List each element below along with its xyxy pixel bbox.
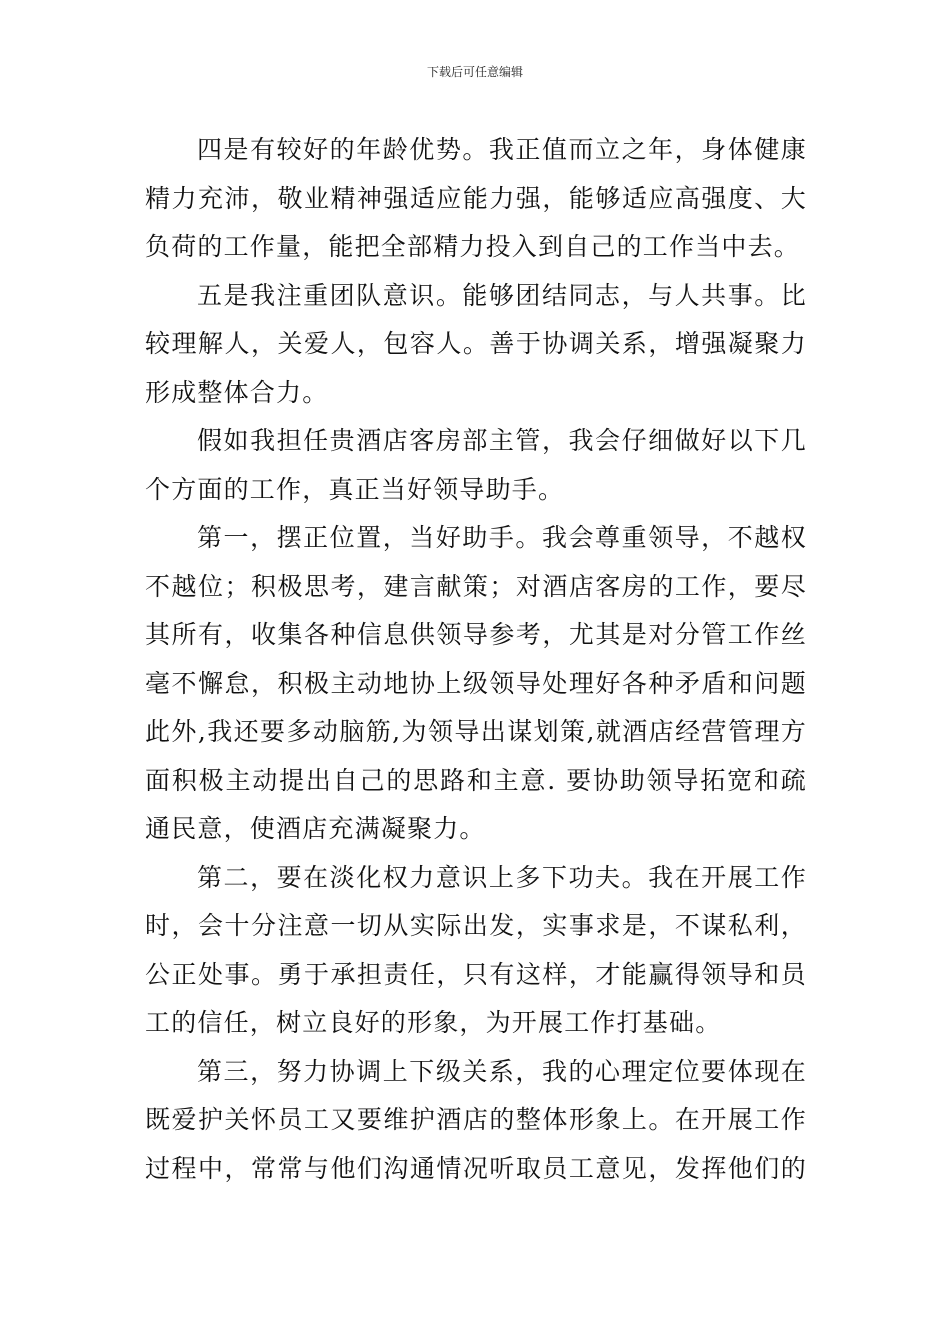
paragraph	[145, 417, 807, 514]
text-line: 假如我担任贵酒店客房部主管，我会仔细做好以下几	[197, 426, 807, 455]
text-line: 精力充沛，敬业精神强适应能力强，能够适应高强度、大	[145, 183, 807, 213]
text-line: 较理解人，关爱人，包容人。善于协调关系，增强凝聚力	[145, 329, 807, 358]
text-line: 第二，要在淡化权力意识上多下功夫。我在开展工作	[197, 862, 807, 892]
text-line: 工的信任，树立良好的形象，为开展工作打基础。	[145, 1008, 722, 1037]
document-body	[145, 126, 807, 1193]
paragraph	[145, 272, 807, 418]
text-line: 其所有，收集各种信息供领导参考，尤其是对分管工作丝	[145, 620, 807, 649]
text-line: 面积极主动提出自己的思路和主意. 要协助领导拓宽和疏	[145, 765, 807, 795]
text-line: 通民意，使酒店充满凝聚力。	[145, 814, 486, 843]
text-line: 毫不懈怠，积极主动地协上级领导处理好各种矛盾和问题	[145, 668, 807, 698]
text-line: 既爱护关怀员工又要维护酒店的整体形象上。在开展工作	[145, 1105, 807, 1134]
text-line: 不越位；积极思考，建言献策；对酒店客房的工作，要尽	[145, 571, 807, 601]
paragraph	[145, 1048, 807, 1194]
page-header: 下载后可任意编辑	[426, 65, 523, 79]
text-line: 负荷的工作量，能把全部精力投入到自己的工作当中去。	[145, 232, 801, 261]
text-line: 此外,我还要多动脑筋,为领导出谋划策,就酒店经营管理方	[145, 717, 807, 746]
paragraph	[145, 126, 807, 272]
text-line: 四是有较好的年龄优势。我正值而立之年，身体健康	[197, 135, 807, 164]
text-line: 形成整体合力。	[145, 377, 329, 407]
text-line: 第一，摆正位置，当好助手。我会尊重领导，不越权	[197, 523, 807, 552]
text-line: 五是我注重团队意识。能够团结同志，与人共事。比	[197, 280, 807, 310]
text-line: 第三，努力协调上下级关系，我的心理定位要体现在	[197, 1056, 807, 1086]
paragraph	[145, 854, 807, 1048]
text-line: 公正处事。勇于承担责任，只有这样，才能赢得领导和员	[145, 959, 807, 989]
text-line: 个方面的工作，真正当好领导助手。	[145, 474, 565, 504]
paragraph	[145, 514, 807, 854]
text-line: 时，会十分注意一切从实际出发，实事求是，不谋私利，	[145, 911, 807, 940]
text-line: 过程中，常常与他们沟通情况听取员工意见，发挥他们的	[145, 1153, 807, 1183]
